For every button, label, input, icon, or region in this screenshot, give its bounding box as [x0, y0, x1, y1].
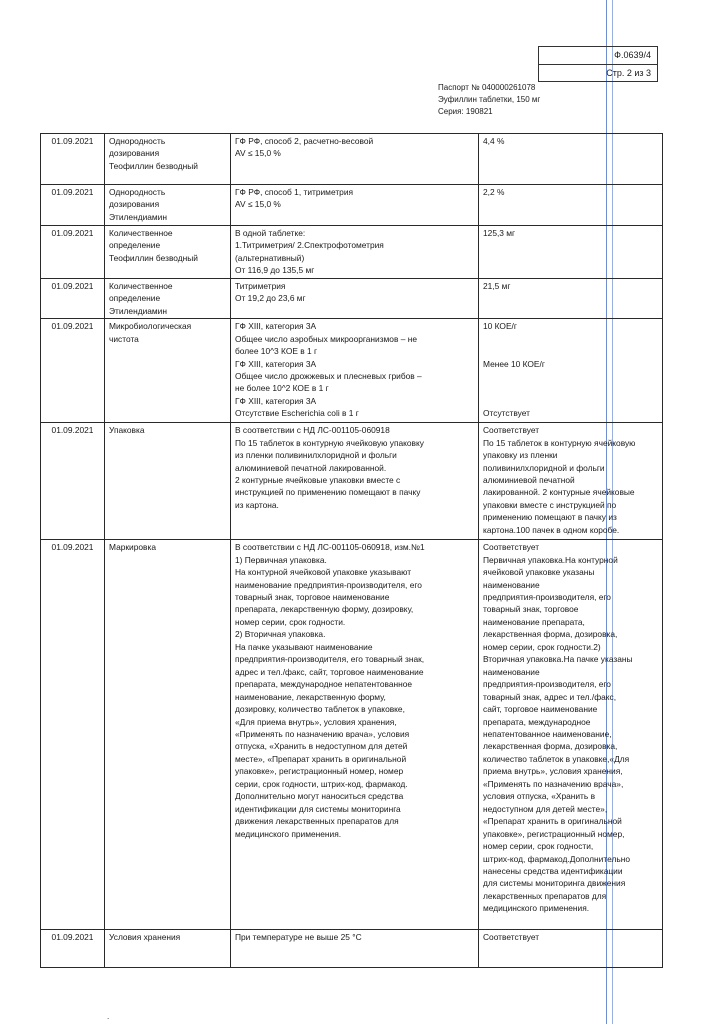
test-date: 01.09.2021 [41, 540, 105, 930]
test-method-line: из картона. [235, 499, 279, 510]
test-method [231, 423, 479, 540]
test-result-line: 10 КОЕ/г [483, 321, 517, 332]
table-row [41, 185, 663, 226]
test-name-line: Микробиологическая [109, 321, 192, 332]
test-name [105, 540, 231, 930]
form-code: Ф.0639/4 [614, 50, 651, 60]
test-result-line: номер серии, срок годности.2) [483, 641, 601, 652]
test-name [105, 930, 231, 968]
test-method-line: серии, срок годности, штрих-код, фармакод. [235, 778, 408, 789]
test-result-line: наименование [483, 579, 540, 590]
test-name-line: чистота [109, 333, 139, 344]
test-result-line: алюминиевой печатной [483, 474, 575, 485]
test-method-line: (альтернативный) [235, 252, 305, 263]
test-method-line: AV ≤ 15,0 % [235, 148, 281, 159]
test-name [105, 226, 231, 279]
passport-info [438, 82, 540, 118]
series-number: Серия: 190821 [438, 107, 493, 116]
test-method-line: ГФ XIII, категория 3А [235, 321, 317, 332]
test-method-line: ГФ XIII, категория 3А [235, 395, 317, 406]
test-result [479, 134, 663, 185]
test-method-line: предприятия-производителя, его товарный знак, [235, 654, 425, 665]
test-method-line: 2 контурные ячейковые упаковки вместе с [235, 474, 401, 485]
test-method-line: От 116,9 до 135,5 мг [235, 265, 315, 276]
test-method-line: Отсутствие Escherichia coli в 1 г [235, 408, 359, 419]
test-result-line: количество таблеток в упаковке,«Для [483, 753, 630, 764]
test-date: 01.09.2021 [41, 134, 105, 185]
test-method-line: номер серии, срок годности. [235, 616, 346, 627]
test-method-line: 1.Титриметрия/ 2.Спектрофотометрия [235, 240, 384, 251]
test-result-line: медицинского применения. [483, 903, 590, 914]
test-result-line: лекарственная форма, дозировка, [483, 741, 618, 752]
test-result-line: 125,3 мг [483, 228, 516, 238]
test-method-line: «Для приема внутрь», условия хранения, [235, 716, 397, 727]
test-result [479, 226, 663, 279]
test-name-line: дозирования [109, 148, 160, 159]
footer-mark: . [107, 1012, 110, 1021]
test-name-line: Однородность [109, 187, 166, 197]
test-name-line: Однородность [109, 136, 166, 146]
test-result-line: товарный знак, торговое [483, 604, 579, 615]
test-result [479, 319, 663, 423]
test-name [105, 278, 231, 318]
test-method [231, 540, 479, 930]
test-result-line: номер серии, срок годности, [483, 841, 594, 852]
test-name-line: Этилендиамин [109, 211, 167, 222]
test-method-line: При температуре не выше 25 °С [235, 932, 362, 943]
test-result [479, 423, 663, 540]
test-method-line: адрес и тел./факс, сайт, торговое наименование [235, 666, 424, 677]
test-method-line: От 19,2 до 23,6 мг [235, 293, 306, 304]
test-result [479, 540, 663, 930]
test-result-line: Соответствует [483, 542, 540, 553]
test-result-line: упаковке», регистрационный номер, [483, 828, 625, 839]
test-method-line: препарата, международное непатентованное [235, 679, 413, 690]
test-method-line: наименование предприятия-производителя, его [235, 579, 422, 590]
test-name-line: Маркировка [109, 542, 156, 553]
test-result-line: предприятия-производителя, его [483, 591, 611, 602]
test-result-line: Менее 10 КОЕ/г [483, 358, 545, 369]
test-method-line: инструкцией по применению помещают в пачку [235, 487, 421, 498]
test-method-line: Титриметрия [235, 280, 286, 291]
test-name-line: Количественное [109, 280, 173, 291]
test-name-line: определение [109, 293, 161, 304]
test-result-line: 4,4 % [483, 136, 505, 146]
test-result-line: упаковки вместе с инструкцией по [483, 499, 617, 510]
test-result-line: «Препарат хранить в оригинальной [483, 816, 622, 827]
test-result-line: поливинилхлоридной и фольги [483, 462, 605, 473]
test-date: 01.09.2021 [41, 226, 105, 279]
test-result-line: 21,5 мг [483, 280, 511, 291]
test-results-table [40, 133, 663, 968]
test-result-line: предприятия-производителя, его [483, 679, 611, 690]
test-result-line: лакированной. 2 контурные ячейковые [483, 487, 635, 498]
test-result [479, 278, 663, 318]
test-method-line: препарата, лекарственную форму, дозировку, [235, 604, 414, 615]
test-name [105, 319, 231, 423]
test-method-line: Общее число дрожжевых и плесневых грибов – [235, 370, 422, 381]
test-result-line: наименование [483, 666, 540, 677]
test-name-line: Этилендиамин [109, 305, 167, 316]
blank-line [483, 333, 658, 345]
test-method-line: По 15 таблеток в контурную ячейковую упаковку [235, 437, 424, 448]
test-name-line: Теофиллин безводный [109, 160, 198, 171]
test-name [105, 423, 231, 540]
test-result [479, 930, 663, 968]
table-row [41, 134, 663, 185]
test-method [231, 930, 479, 968]
test-result-line: штрих-код, фармакод.Дополнительно [483, 853, 630, 864]
test-result-line: ячейковой упаковке указаны [483, 567, 595, 578]
test-result-line: Отсутствует [483, 408, 530, 419]
test-method-line: более 10^3 КОЕ в 1 г [235, 346, 318, 357]
test-result-line: товарный знак, адрес и тел./факс, [483, 691, 617, 702]
test-result-line: Вторичная упаковка.На пачке указаны [483, 654, 633, 665]
test-result-line: Соответствует [483, 932, 540, 943]
blank-line [483, 345, 658, 357]
test-method-line: идентификации для системы мониторинга [235, 803, 401, 814]
test-result-line: применению помещают в пачку из [483, 512, 617, 523]
test-method [231, 185, 479, 226]
test-method-line: ГФ XIII, категория 3А [235, 358, 317, 369]
test-name-line: Теофиллин безводный [109, 252, 198, 263]
test-result-line: условия отпуска, «Хранить в [483, 791, 596, 802]
product-name: Эуфиллин таблетки, 150 мг [438, 95, 541, 104]
test-method-line: движения лекарственных препаратов для [235, 816, 399, 827]
test-name [105, 134, 231, 185]
test-method-line: не более 10^2 КОЕ в 1 г [235, 383, 329, 394]
test-result-line: картона.100 пачек в одном коробе. [483, 524, 620, 535]
test-method-line: 1) Первичная упаковка. [235, 554, 327, 565]
test-method-line: товарный знак, торговое наименование [235, 591, 390, 602]
test-method [231, 134, 479, 185]
test-method-line: AV ≤ 15,0 % [235, 199, 281, 210]
test-method-line: наименование, лекарственную форму, [235, 691, 386, 702]
test-result-line: упаковку из пленки [483, 450, 558, 461]
test-method-line: из пленки поливинилхлоридной и фольги [235, 450, 397, 461]
passport-number: Паспорт № 040000261078 [438, 83, 536, 92]
table-row [41, 226, 663, 279]
test-date: 01.09.2021 [41, 185, 105, 226]
test-method-line: В соответствии с НД ЛС-001105-060918 [235, 425, 390, 436]
test-result-line: нанесены средства идентификации [483, 865, 623, 876]
test-method-line: В одной таблетке: [235, 228, 306, 238]
test-result-line: Первичная упаковка.На контурной [483, 554, 618, 565]
test-method-line: 2) Вторичная упаковка. [235, 629, 326, 640]
test-method-line: дозировку, количество таблеток в упаковке, [235, 704, 405, 715]
test-name [105, 185, 231, 226]
test-method-line: ГФ РФ, способ 2, расчетно-весовой [235, 136, 374, 146]
test-result-line: По 15 таблеток в контурную ячейковую [483, 437, 636, 448]
test-result-line: лекарственная форма, дозировка, [483, 629, 618, 640]
test-result-line: непатентованное наименование, [483, 728, 612, 739]
test-method-line: В соответствии с НД ЛС-001105-060918, изм.№1 [235, 542, 425, 553]
test-method-line: месте», «Препарат хранить в оригинальной [235, 753, 407, 764]
test-name-line: Упаковка [109, 425, 145, 436]
test-method-line: Дополнительно могут наноситься средства [235, 791, 404, 802]
test-result [479, 185, 663, 226]
test-method-line: «Применять по назначению врача», условия [235, 728, 410, 739]
test-name-line: определение [109, 240, 161, 251]
test-result-line: лекарственных препаратов для [483, 890, 607, 901]
test-result-line: Соответствует [483, 425, 540, 436]
test-result-line: 2,2 % [483, 187, 505, 197]
test-result-line: препарата, международное [483, 716, 591, 727]
test-method [231, 226, 479, 279]
blank-line [483, 370, 658, 382]
table-row [41, 319, 663, 423]
test-result-line: приема внутрь», условия хранения, [483, 766, 623, 777]
blank-line [483, 395, 658, 407]
table-row [41, 278, 663, 318]
test-method-line: упаковке», регистрационный номер, номер [235, 766, 404, 777]
test-method-line: На пачке указывают наименование [235, 641, 373, 652]
test-name-line: Условия хранения [109, 932, 181, 943]
test-date: 01.09.2021 [41, 423, 105, 540]
test-method-line: Общее число аэробных микроорганизмов – не [235, 333, 418, 344]
test-method-line: алюминиевой печатной лакированной. [235, 462, 387, 473]
test-name-line: дозирования [109, 199, 160, 210]
table-row [41, 423, 663, 540]
table-row [41, 540, 663, 930]
test-date: 01.09.2021 [41, 278, 105, 318]
test-result-line: сайт, торговое наименование [483, 704, 598, 715]
test-method [231, 319, 479, 423]
test-method-line: отпуска, «Хранить в недоступном для детей [235, 741, 408, 752]
table-row [41, 930, 663, 968]
test-method-line: медицинского применения. [235, 828, 342, 839]
test-method-line: ГФ РФ, способ 1, титриметрия [235, 187, 354, 197]
blank-line [483, 382, 658, 394]
page-number: Стр. 2 из 3 [539, 64, 657, 81]
form-code-box [538, 46, 658, 82]
test-date: 01.09.2021 [41, 319, 105, 423]
test-method-line: На контурной ячейковой упаковке указывают [235, 567, 412, 578]
test-name-line: Количественное [109, 228, 173, 238]
test-result-line: «Применять по назначению врача», [483, 778, 624, 789]
test-result-line: недоступном для детей месте», [483, 803, 608, 814]
test-method [231, 278, 479, 318]
test-result-line: наименование препарата, [483, 616, 585, 627]
test-result-line: для системы мониторинга движения [483, 878, 626, 889]
test-date: 01.09.2021 [41, 930, 105, 968]
